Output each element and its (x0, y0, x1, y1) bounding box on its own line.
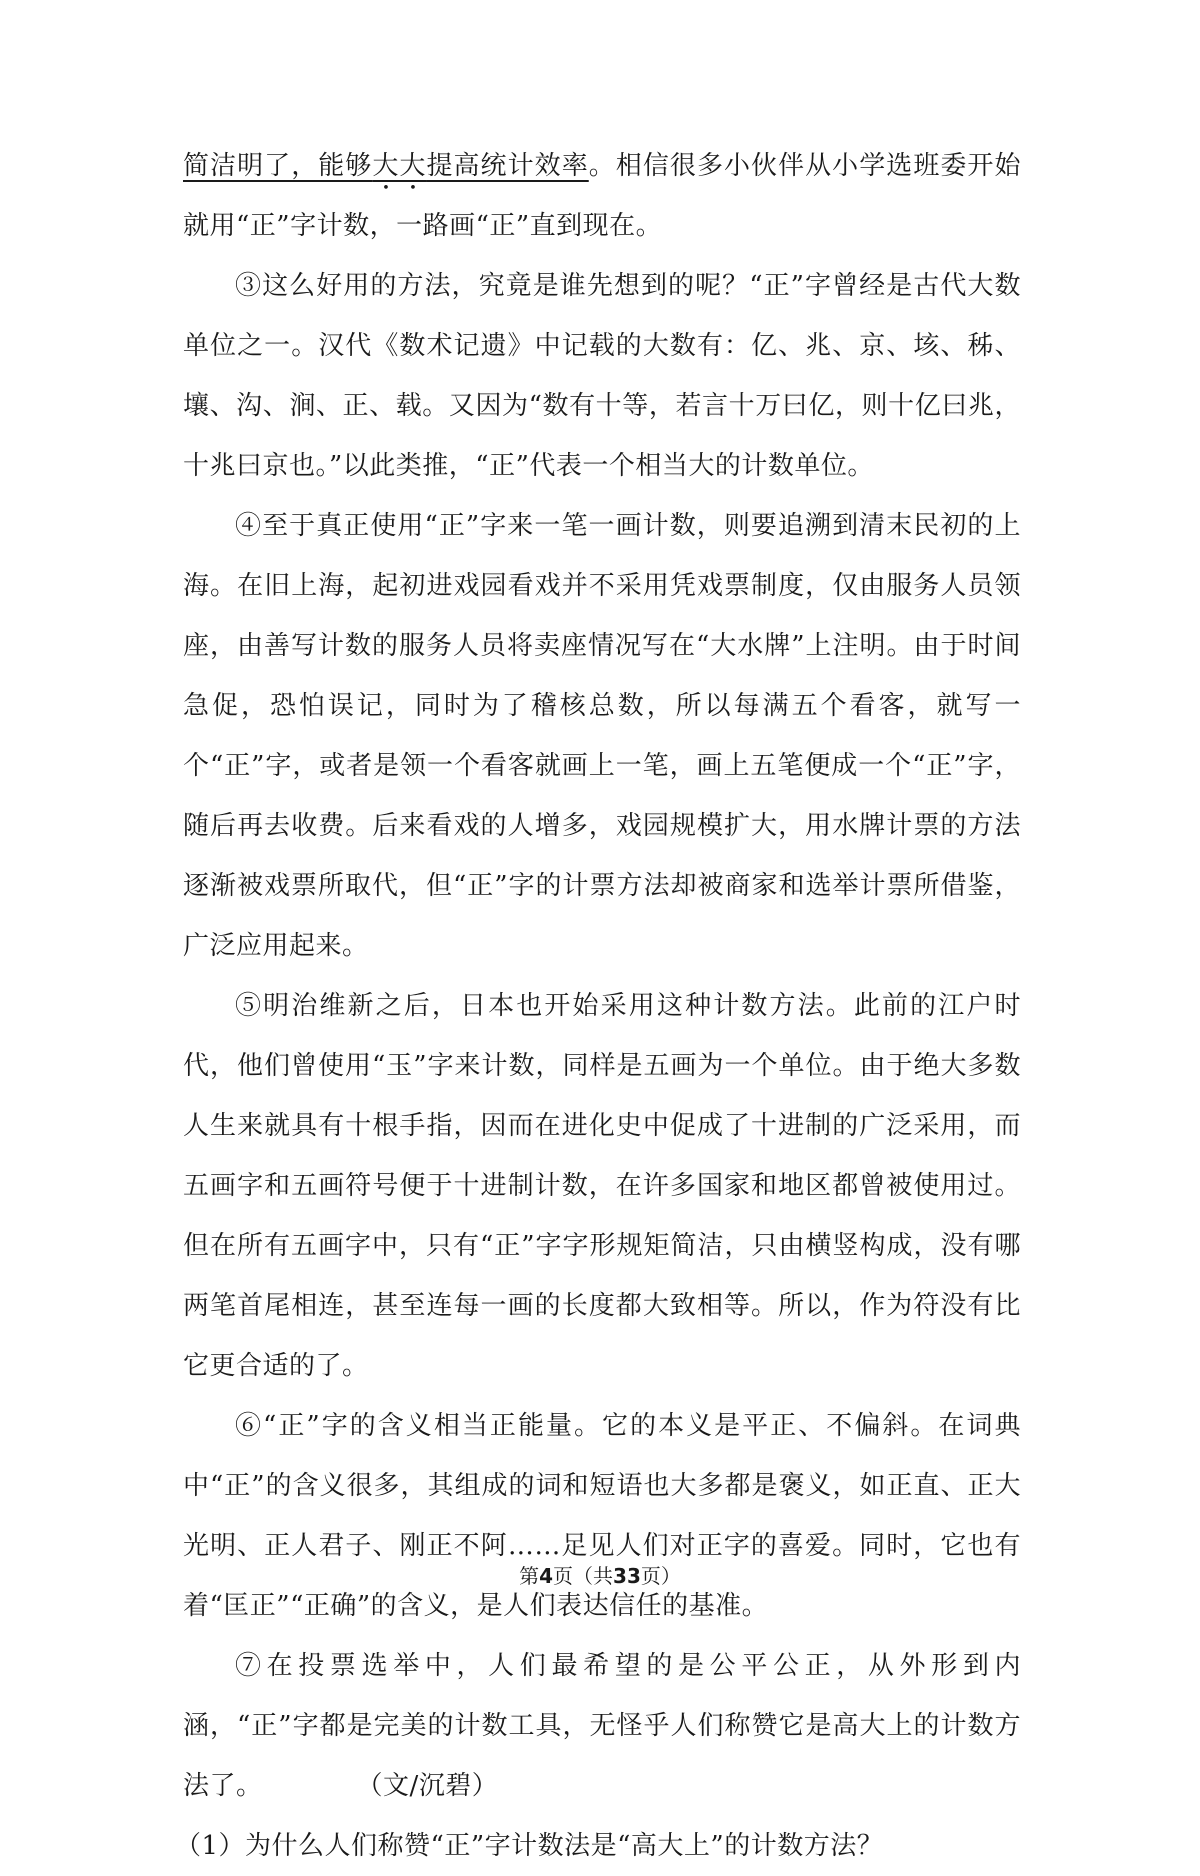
page-footer: 第4页（共33页） (519, 1564, 681, 1588)
dotted-emphasis-word: 大大 (372, 151, 427, 181)
paragraph-5: ⑤明治维新之后，日本也开始采用这种计数方法。此前的江户时代，他们曾使用“玉”字来计数，同样是五画为一个单位。由于绝大多数人生来就具有十根手指，因而在进化史中促成了十进制的广泛采用，而五画字和五画符号便于十进制计数，在许多国家和地区都曾被使用过。但在所有五画字中，只有“正”字字形规矩简洁，只由横竖构成，没有哪两笔首尾相连，甚至连每一画的长度都大致相等。所以，作为符没有比它更合适的了。 (183, 991, 1021, 1381)
page-number: 4 (539, 1564, 554, 1588)
article-body (175, 136, 1021, 1876)
opening-paragraph (183, 136, 1021, 256)
underlined-phrase: 简洁明了，能够大大提高统计效率 (183, 151, 589, 181)
paragraph-7: ⑦在投票选举中，人们最希望的是公平公正，从外形到内涵，“正”字都是完美的计数工具，无怪乎人们称赞它是高大上的计数方法了。 （文/沉碧） (183, 1636, 1021, 1816)
question-1: （1）为什么人们称赞“正”字计数法是“高大上”的计数方法？ (175, 1831, 884, 1861)
opening-rest: 。相信很多小伙伴从小学选班委开始就用“正”字计数，一路画“正”直到现在。 (183, 151, 1021, 241)
paragraph-4: ④至于真正使用“正”字来一笔一画计数，则要追溯到清末民初的上海。在旧上海，起初进戏园看戏并不采用凭戏票制度，仅由服务人员领座，由善写计数的服务人员将卖座情况写在“大水牌”上注明。由于时间急促，恐怕误记，同时为了稽核总数，所以每满五个看客，就写一个“正”字，或者是领一个看客就画上一笔，画上五笔便成一个“正”字，随后再去收费。后来看戏的人增多，戏园规模扩大，用水牌计票的方法逐渐被戏票所取代，但“正”字的计票方法却被商家和选举计票所借鉴，广泛应用起来。 (183, 511, 1021, 961)
paragraph-6: ⑥“正”字的含义相当正能量。它的本义是平正、不偏斜。在词典中“正”的含义很多，其组成的词和短语也大多都是褒义，如正直、正大光明、正人君子、刚正不阿……足见人们对正字的喜爱。同时，它也有着“匡正”“正确”的含义，是人们表达信任的基准。 (183, 1411, 1021, 1621)
paragraph-3: ③这么好用的方法，究竟是谁先想到的呢？“正”字曾经是古代大数单位之一。汉代《数术记遗》中记载的大数有：亿、兆、京、垓、秭、壤、沟、涧、正、载。又因为“数有十等，若言十万曰亿，则十亿曰兆，十兆曰京也。”以此类推，“正”代表一个相当大的计数单位。 (183, 271, 1021, 481)
total-pages: 33 (613, 1564, 641, 1588)
article-source: （文/沉碧） (356, 1771, 499, 1801)
